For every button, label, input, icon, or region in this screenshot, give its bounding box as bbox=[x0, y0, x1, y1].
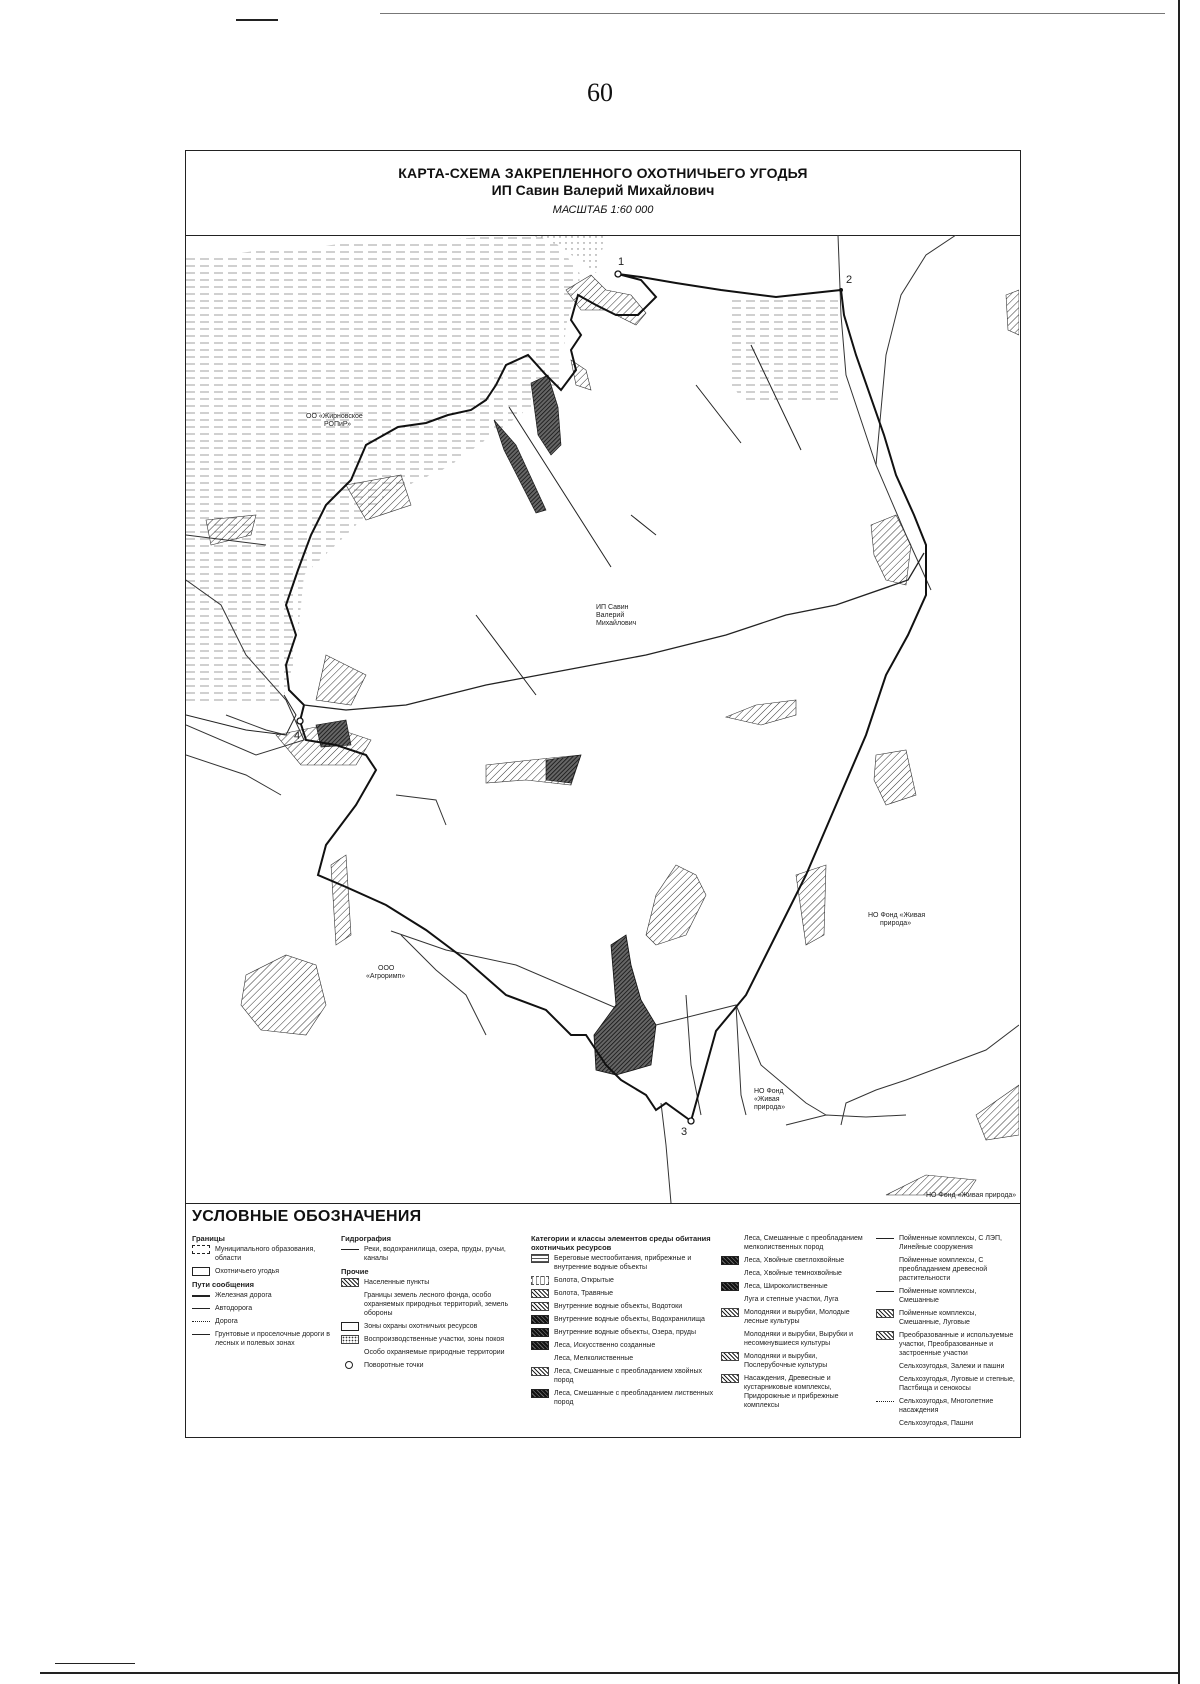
area-labels bbox=[306, 413, 1016, 1199]
legend-item-label: Сельхозугодья, Залежи и пашни bbox=[899, 1363, 1005, 1370]
legend-item bbox=[531, 1354, 716, 1363]
legend-item bbox=[531, 1315, 716, 1324]
legend-swatch bbox=[876, 1309, 894, 1318]
legend-item bbox=[192, 1330, 337, 1348]
legend-swatch bbox=[721, 1295, 739, 1304]
legend-item-label: Луга и степные участки, Луга bbox=[744, 1296, 839, 1303]
legend-item bbox=[531, 1389, 716, 1407]
label-center-2: Валерий bbox=[596, 612, 625, 619]
legend-swatch bbox=[531, 1289, 549, 1298]
map-scale: МАСШТАБ 1:60 000 bbox=[552, 204, 654, 216]
legend-swatch bbox=[341, 1249, 359, 1250]
legend-item bbox=[531, 1367, 716, 1385]
legend-item bbox=[531, 1289, 716, 1298]
legend-swatch bbox=[876, 1291, 894, 1292]
legend-item-label: Грунтовые и проселочные дороги в лесных и полевых зонах bbox=[215, 1331, 330, 1347]
legend-col-forests bbox=[721, 1234, 871, 1414]
legend-swatch bbox=[721, 1234, 739, 1243]
legend-item-label: Леса, Смешанные с преобладанием лиственных пород bbox=[554, 1390, 714, 1406]
legend-item-label: Внутренние водные объекты, Озера, пруды bbox=[554, 1329, 697, 1336]
legend-item bbox=[341, 1278, 526, 1287]
scan-edge-top bbox=[380, 13, 1165, 14]
legend-swatch bbox=[192, 1295, 210, 1297]
legend-item-label: Леса, Смешанные с преобладанием хвойных пород bbox=[554, 1368, 702, 1384]
legend-item-label: Сельхозугодья, Многолетние насаждения bbox=[899, 1398, 994, 1414]
legend-item-label: Леса, Смешанные с преобладанием мелколиственных пород bbox=[744, 1235, 863, 1251]
map-canvas bbox=[186, 235, 1019, 1203]
legend-item bbox=[876, 1375, 1016, 1393]
label-east-1: НО Фонд «Живая bbox=[868, 912, 926, 919]
legend-swatch bbox=[531, 1367, 549, 1376]
scan-edge-bottom bbox=[40, 1672, 1180, 1674]
point-label-1: 1 bbox=[618, 256, 625, 268]
legend-item-label: Населенные пункты bbox=[364, 1279, 430, 1286]
legend-item-label: Леса, Искусственно созданные bbox=[554, 1342, 656, 1349]
legend-item bbox=[531, 1341, 716, 1350]
legend-item-label: Поворотные точки bbox=[364, 1362, 424, 1369]
legend-item bbox=[341, 1291, 526, 1318]
legend-heading-habitats: Категории и классы элементов среды обитания охотничьих ресурсов bbox=[531, 1234, 711, 1252]
legend-swatch bbox=[192, 1321, 210, 1322]
legend-swatch bbox=[341, 1291, 359, 1300]
label-southwest-2: «Агроримп» bbox=[366, 973, 406, 980]
legend-item-label: Пойменные комплексы, С ЛЭП, Линейные сооружения bbox=[899, 1235, 1002, 1251]
legend-swatch bbox=[531, 1254, 549, 1263]
point-label-2: 2 bbox=[846, 274, 853, 286]
legend-item-label: Внутренние водные объекты, Водохранилища bbox=[554, 1316, 705, 1323]
legend-col-floodplains bbox=[876, 1234, 1016, 1432]
legend-item bbox=[341, 1361, 526, 1370]
legend-item-label: Автодорога bbox=[215, 1305, 253, 1312]
legend-item-label: Леса, Хвойные светлохвойные bbox=[744, 1257, 845, 1264]
legend-item bbox=[531, 1302, 716, 1311]
map-subtitle: ИП Савин Валерий Михайлович bbox=[491, 182, 715, 198]
legend-item-label: Молодняки и вырубки, Послерубочные культуры bbox=[744, 1353, 828, 1369]
legend-swatch bbox=[876, 1331, 894, 1340]
legend-swatch bbox=[341, 1348, 359, 1357]
legend-title: УСЛОВНЫЕ ОБОЗНАЧЕНИЯ bbox=[192, 1208, 422, 1225]
map-frame bbox=[185, 150, 1021, 1438]
label-south-2: «Живая bbox=[754, 1096, 780, 1103]
legend-item-label: Границы земель лесного фонда, особо охраняемых природных территорий, земель обороны bbox=[364, 1292, 509, 1317]
legend-item bbox=[341, 1245, 526, 1263]
scan-mark-top bbox=[236, 19, 278, 21]
legend-swatch bbox=[192, 1267, 210, 1276]
legend-item-label: Сельхозугодья, Пашни bbox=[899, 1420, 974, 1427]
map-title: КАРТА-СХЕМА ЗАКРЕПЛЕННОГО ОХОТНИЧЬЕГО УГОДЬЯ bbox=[398, 165, 808, 181]
legend-swatch bbox=[876, 1419, 894, 1428]
legend-item bbox=[192, 1245, 337, 1263]
legend-swatch bbox=[721, 1330, 739, 1339]
legend-item-label: Особо охраняемые природные территории bbox=[364, 1349, 505, 1356]
legend-swatch bbox=[341, 1322, 359, 1331]
legend-swatch bbox=[876, 1401, 894, 1402]
legend-item bbox=[876, 1256, 1016, 1283]
legend-item bbox=[721, 1256, 871, 1265]
point-label-4: 4 bbox=[294, 730, 301, 742]
legend-item-label: Леса, Хвойные темнохвойные bbox=[744, 1270, 842, 1277]
legend-item-label: Внутренние водные объекты, Водотоки bbox=[554, 1303, 683, 1310]
label-southwest-1: ООО bbox=[378, 965, 395, 972]
label-south-1: НО Фонд bbox=[754, 1088, 784, 1095]
legend-swatch bbox=[341, 1278, 359, 1287]
legend-item bbox=[721, 1352, 871, 1370]
legend-item-label: Болота, Открытые bbox=[554, 1277, 614, 1284]
legend-col-borders bbox=[192, 1234, 337, 1352]
legend-item bbox=[192, 1317, 337, 1326]
label-southeast: НО Фонд «Живая природа» bbox=[926, 1192, 1017, 1199]
legend-item-label: Преобразованные и используемые участки, Преобразованные и застроенные участки bbox=[899, 1332, 1014, 1357]
legend-item-label: Пойменные комплексы, Смешанные bbox=[899, 1288, 977, 1304]
legend-swatch bbox=[531, 1315, 549, 1324]
legend-swatch bbox=[531, 1389, 549, 1398]
legend-swatch bbox=[341, 1335, 359, 1344]
internal-road bbox=[304, 553, 924, 710]
legend-item bbox=[192, 1291, 337, 1300]
legend-item-label: Пойменные комплексы, Смешанные, Луговые bbox=[899, 1310, 977, 1326]
legend-item-label: Зоны охраны охотничьих ресурсов bbox=[364, 1323, 478, 1330]
legend-item bbox=[531, 1276, 716, 1285]
legend-swatch bbox=[345, 1361, 353, 1369]
legend-item-label: Береговые местообитания, прибрежные и внутренние водные объекты bbox=[554, 1255, 692, 1271]
legend-item-label: Сельхозугодья, Луговые и степные, Пастбища и сенокосы bbox=[899, 1376, 1015, 1392]
legend-item-label: Болота, Травяные bbox=[554, 1290, 614, 1297]
legend-item bbox=[341, 1335, 526, 1344]
point-label-3: 3 bbox=[681, 1126, 688, 1138]
farmland-areas bbox=[186, 235, 838, 705]
scan-edge-right bbox=[1178, 0, 1180, 1684]
legend-item bbox=[876, 1287, 1016, 1305]
legend-item bbox=[721, 1295, 871, 1304]
legend-item bbox=[876, 1331, 1016, 1358]
legend-swatch bbox=[876, 1238, 894, 1239]
legend-item-label: Реки, водохранилища, озера, пруды, ручьи, каналы bbox=[364, 1246, 506, 1262]
legend-heading-other: Прочие bbox=[341, 1267, 369, 1276]
legend-item-label: Железная дорога bbox=[215, 1292, 272, 1299]
legend-item bbox=[721, 1234, 871, 1252]
legend-item-label: Пойменные комплексы, С преобладанием древесной растительности bbox=[899, 1257, 988, 1282]
label-northwest-2: РОПиР» bbox=[324, 421, 352, 428]
legend-swatch bbox=[192, 1308, 210, 1309]
legend-col-hydrography bbox=[341, 1234, 526, 1374]
legend-item bbox=[341, 1322, 526, 1331]
legend-swatch bbox=[876, 1362, 894, 1371]
legend-item-label: Охотничьего угодья bbox=[215, 1268, 280, 1275]
legend-item bbox=[531, 1328, 716, 1337]
legend-swatch bbox=[192, 1334, 210, 1335]
legend-item bbox=[721, 1308, 871, 1326]
legend-swatch bbox=[721, 1269, 739, 1278]
legend-item bbox=[192, 1267, 337, 1276]
legend-item-label: Дорога bbox=[215, 1318, 238, 1325]
legend-swatch bbox=[721, 1308, 739, 1317]
legend-swatch bbox=[721, 1352, 739, 1361]
label-south-3: природа» bbox=[754, 1104, 786, 1111]
legend-swatch bbox=[721, 1374, 739, 1383]
legend bbox=[186, 1203, 1020, 1439]
legend-item bbox=[721, 1374, 871, 1410]
legend-item-label: Муниципального образования, области bbox=[215, 1246, 316, 1262]
legend-item bbox=[192, 1304, 337, 1313]
legend-swatch bbox=[721, 1282, 739, 1291]
legend-item-label: Леса, Мелколиственные bbox=[554, 1355, 634, 1362]
legend-item bbox=[876, 1234, 1016, 1252]
label-northwest-1: ОО «Жирновское bbox=[306, 413, 363, 420]
legend-swatch bbox=[192, 1245, 210, 1254]
legend-swatch bbox=[531, 1354, 549, 1363]
legend-item bbox=[341, 1348, 526, 1357]
legend-swatch bbox=[876, 1256, 894, 1265]
legend-heading-borders: Границы bbox=[192, 1234, 225, 1243]
page-number: 60 bbox=[587, 78, 613, 107]
legend-item-label: Насаждения, Древесные и кустарниковые комплексы, Придорожные и прибрежные комплексы bbox=[744, 1375, 839, 1409]
legend-item bbox=[721, 1282, 871, 1291]
legend-item-label: Молодняки и вырубки, Вырубки и несомкнувшиеся культуры bbox=[744, 1331, 854, 1347]
legend-item bbox=[531, 1254, 716, 1272]
legend-swatch bbox=[531, 1341, 549, 1350]
legend-item-label: Молодняки и вырубки, Молодые лесные культуры bbox=[744, 1309, 850, 1325]
legend-swatch bbox=[876, 1375, 894, 1384]
legend-swatch bbox=[531, 1302, 549, 1311]
legend-item bbox=[876, 1309, 1016, 1327]
legend-item bbox=[876, 1397, 1016, 1415]
legend-item bbox=[876, 1419, 1016, 1428]
legend-swatch bbox=[531, 1328, 549, 1337]
legend-swatch bbox=[531, 1276, 549, 1285]
map-header bbox=[186, 151, 1020, 236]
legend-item bbox=[876, 1362, 1016, 1371]
label-east-2: природа» bbox=[880, 920, 912, 927]
label-center-1: ИП Савин bbox=[596, 604, 629, 611]
scan-mark-bottom bbox=[55, 1663, 135, 1664]
legend-item-label: Леса, Широколиственные bbox=[744, 1283, 828, 1290]
legend-heading-transport: Пути сообщения bbox=[192, 1280, 255, 1289]
legend-item-label: Воспроизводственные участки, зоны покоя bbox=[364, 1336, 505, 1343]
label-center-3: Михайлович bbox=[596, 620, 637, 627]
legend-item bbox=[721, 1269, 871, 1278]
legend-swatch bbox=[721, 1256, 739, 1265]
legend-heading-hydrography: Гидрография bbox=[341, 1234, 392, 1243]
legend-col-habitats bbox=[531, 1234, 716, 1411]
legend-item bbox=[721, 1330, 871, 1348]
